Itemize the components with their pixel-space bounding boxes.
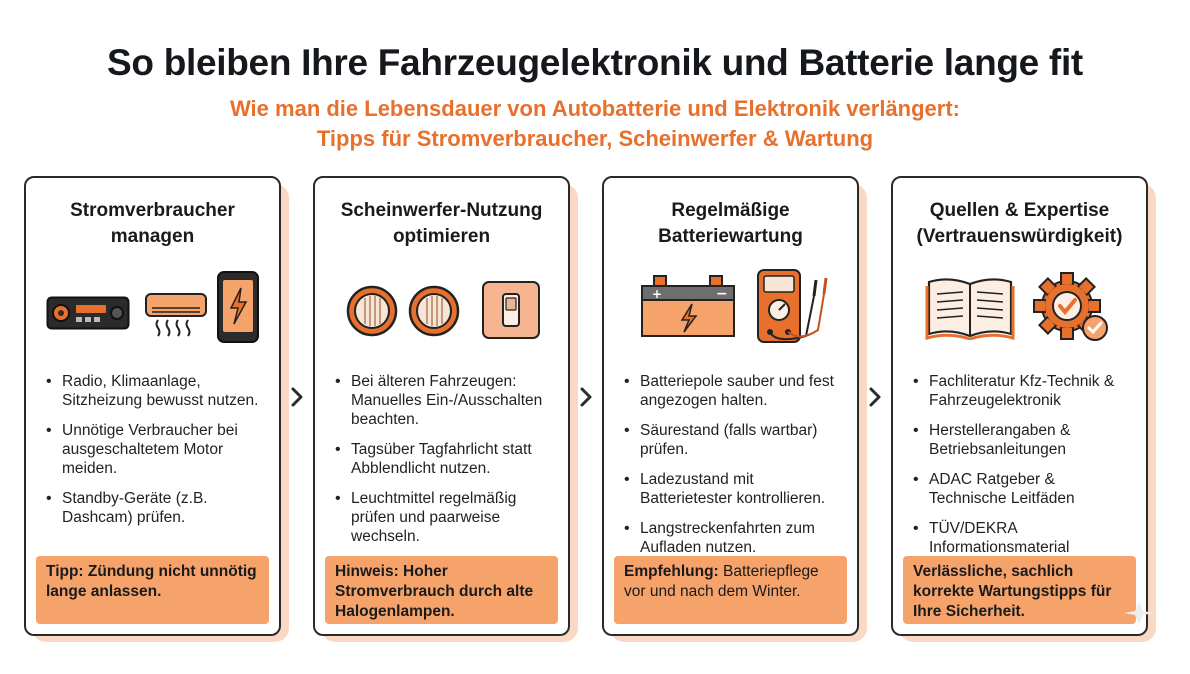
list-item: • Fachliteratur Kfz-Technik & Fahrzeugelektronik (911, 372, 1136, 410)
list-item: • Tagsüber Tagfahrlicht statt Abblendlicht nutzen. (333, 440, 558, 478)
headlight-icon (345, 284, 399, 338)
open-book-icon (925, 276, 1015, 340)
list-item: • Säurestand (falls wartbar) prüfen. (622, 421, 847, 459)
radio-icon (46, 296, 130, 330)
svg-text:−: − (716, 286, 728, 302)
card-heading-line-2: (Vertrauenswürdigkeit) (916, 226, 1123, 247)
card-heading-line-1: Quellen & Expertise (929, 200, 1110, 221)
card-icons (26, 266, 279, 346)
page-title: So bleiben Ihre Fahrzeugelektronik und Batterie lange fit (107, 42, 1083, 83)
list-item: • Bei älteren Fahrzeugen: Manuelles Ein-/Ausschalten beachten. (333, 372, 558, 429)
card-icons (604, 266, 857, 346)
list-item: • Unnötige Verbraucher bei ausgeschaltetem Motor meiden. (44, 421, 269, 478)
card-heading (26, 198, 279, 250)
card-batteriewartung (602, 176, 859, 638)
card-scheinwerfer (313, 176, 570, 638)
list-item: • TÜV/DEKRA Informationsmaterial (911, 519, 1136, 557)
list-item: • Ladezustand mit Batterietester kontrollieren. (622, 470, 847, 508)
card-tip-box (325, 556, 558, 624)
list-item: • Radio, Klimaanlage, Sitzheizung bewusst nutzen. (44, 372, 269, 410)
chevron-right-icon (287, 385, 307, 409)
page-subtitle (0, 94, 1190, 154)
air-conditioner-icon (144, 292, 208, 338)
tip-text: Verlässliche, sachlich korrekte Wartungstipps für Ihre Sicherheit. (913, 563, 1112, 620)
card-body (891, 176, 1148, 636)
tip-label: Empfehlung: (624, 563, 719, 580)
card-bullet-list (622, 372, 847, 568)
card-icons (315, 266, 568, 346)
card-tip-box (903, 556, 1136, 624)
multimeter-icon (756, 266, 830, 346)
card-quellen (891, 176, 1148, 638)
gear-check-icon (1033, 272, 1113, 346)
light-switch-icon (481, 280, 541, 340)
card-heading (893, 198, 1146, 250)
subtitle-line-2: Tipps für Stromverbraucher, Scheinwerfer & Wartung (316, 126, 874, 151)
card-heading-line-2: managen (110, 226, 195, 247)
card-stromverbraucher (24, 176, 281, 638)
smartphone-charging-icon (216, 270, 260, 344)
tip-text: Batteriepflege vor und nach dem Winter. (624, 563, 819, 600)
headlight-icon (407, 284, 461, 338)
card-body (313, 176, 570, 636)
card-heading (604, 198, 857, 250)
tip-label: Hinweis: (335, 563, 399, 580)
subtitle-line-1: Wie man die Lebensdauer von Autobatterie und Elektronik verlängert: (229, 96, 961, 121)
card-tip-box (614, 556, 847, 624)
tip-text: Hoher Stromverbrauch durch alte Halogenlampen. (335, 563, 534, 620)
car-battery-icon (638, 274, 738, 340)
tip-label: Tipp: (46, 563, 84, 580)
list-item: • ADAC Ratgeber & Technische Leitfäden (911, 470, 1136, 508)
card-tip-box (36, 556, 269, 624)
list-item: • Batteriepole sauber und fest angezogen halten. (622, 372, 847, 410)
list-item: • Langstreckenfahrten zum Aufladen nutzen. (622, 519, 847, 557)
tip-text: Zündung nicht unnötig lange anlassen. (46, 563, 257, 600)
card-bullet-list (911, 372, 1136, 568)
chevron-right-icon (865, 385, 885, 409)
card-body (24, 176, 281, 636)
sparkle-icon (1120, 600, 1158, 626)
svg-text:+: + (652, 287, 663, 301)
list-item: • Herstellerangaben & Betriebsanleitungen (911, 421, 1136, 459)
card-heading-line-2: Batteriewartung (658, 226, 803, 247)
card-heading-line-1: Stromverbraucher (70, 200, 235, 221)
card-body (602, 176, 859, 636)
list-item: • Leuchtmittel regelmäßig prüfen und paarweise wechseln. (333, 489, 558, 546)
card-heading-line-1: Scheinwerfer-Nutzung (340, 200, 543, 221)
card-icons (893, 266, 1146, 346)
card-bullet-list (333, 372, 558, 557)
card-heading-line-1: Regelmäßige (671, 200, 790, 221)
chevron-right-icon (576, 385, 596, 409)
card-bullet-list (44, 372, 269, 538)
card-heading-line-2: optimieren (392, 226, 491, 247)
card-heading (315, 198, 568, 250)
list-item: • Standby-Geräte (z.B. Dashcam) prüfen. (44, 489, 269, 527)
